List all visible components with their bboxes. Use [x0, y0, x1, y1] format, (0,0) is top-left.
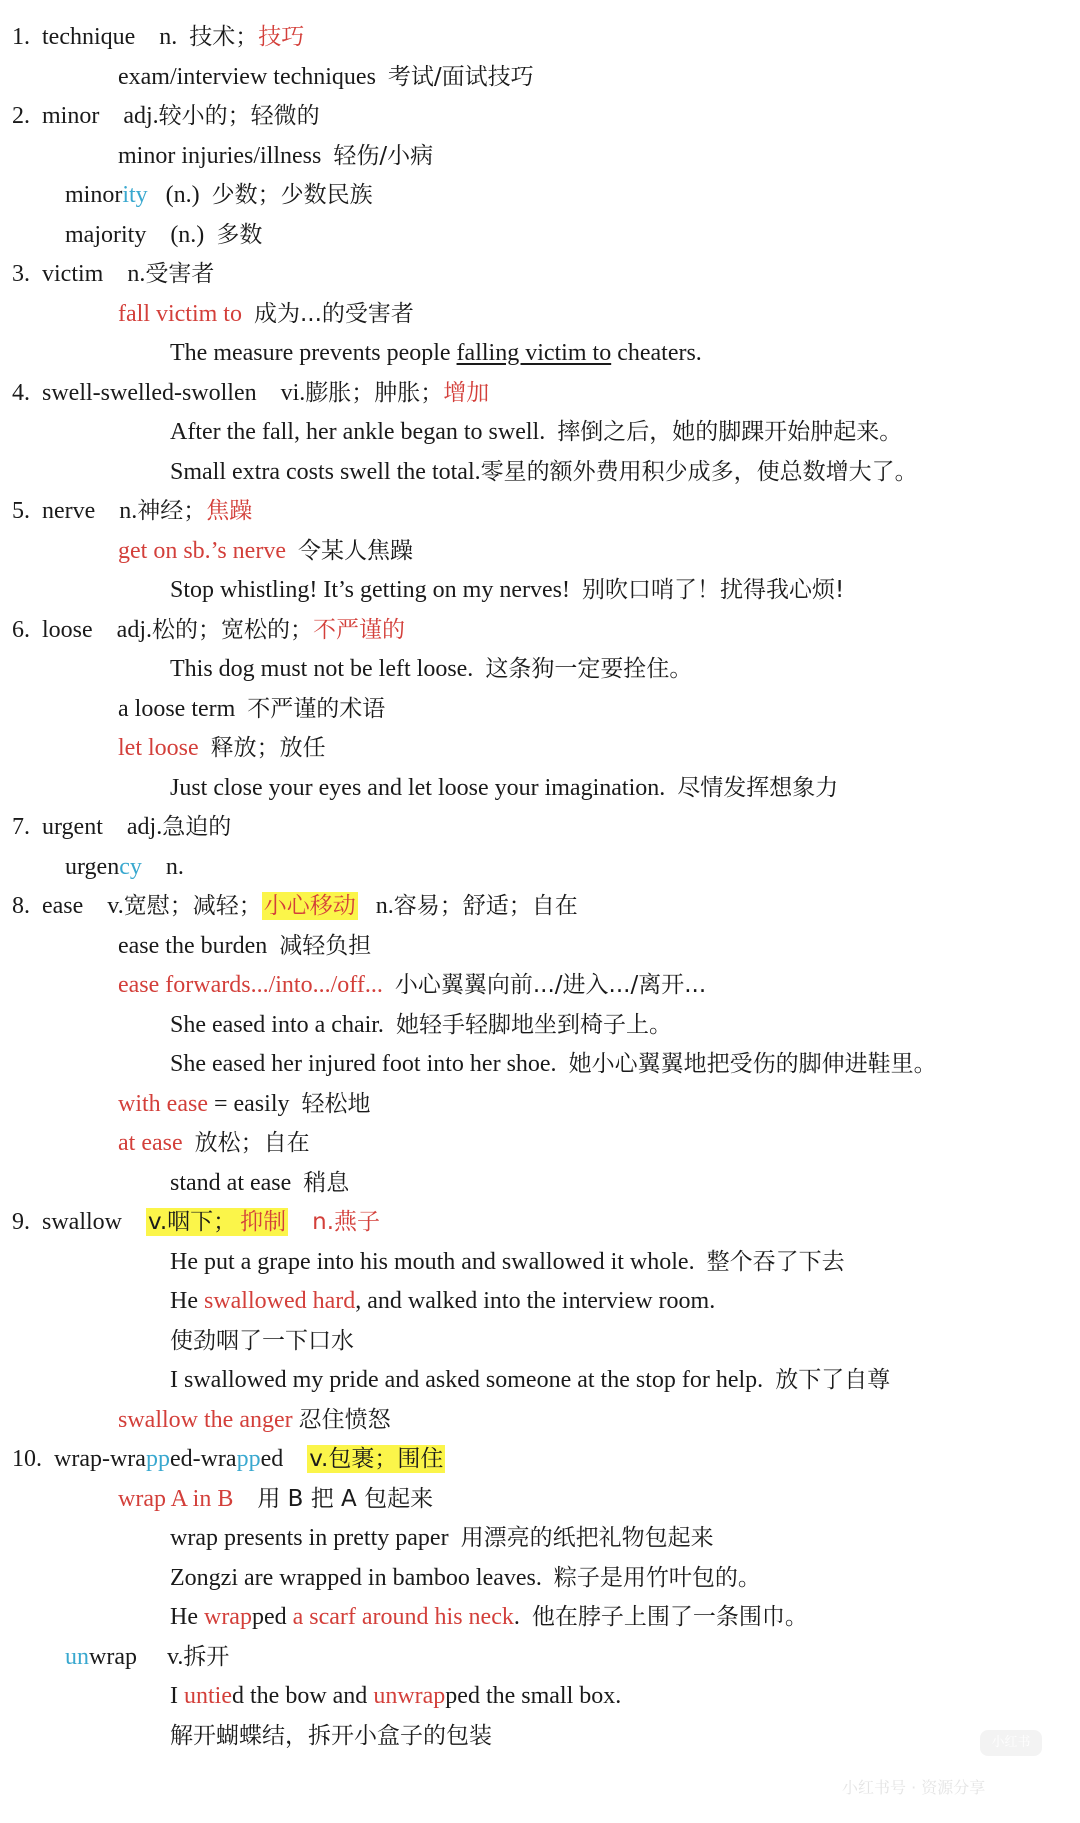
text-run: 6. loose adj. [12, 617, 152, 643]
entry-line [170, 1168, 349, 1198]
entry-line [118, 536, 413, 566]
text-run: 考试/面试技巧 [387, 64, 534, 90]
text-run [286, 538, 298, 564]
text-run: with ease [118, 1091, 208, 1117]
text-run: let loose [118, 735, 199, 761]
entry-line [170, 1563, 761, 1593]
text-run: 小心移动 [263, 893, 356, 919]
text-run: untie [184, 1683, 232, 1709]
text-run: 增加 [443, 380, 490, 406]
text-run: pp [145, 1446, 170, 1472]
entry-line [118, 970, 706, 1000]
text-run: 不严谨的 [312, 617, 405, 643]
entry-line [65, 180, 373, 210]
text-run: cy [119, 854, 142, 880]
entry-line [170, 1247, 845, 1277]
text-run: wrap [203, 1604, 252, 1630]
text-run: 整个吞了下去 [706, 1249, 845, 1275]
text-run: v.咽下； [148, 1209, 237, 1235]
entry-line [170, 457, 918, 487]
entry-line [170, 1326, 354, 1356]
entry-line [118, 931, 371, 961]
text-run: urgen [65, 854, 120, 880]
text-run [288, 1209, 312, 1235]
text-run [183, 1130, 195, 1156]
text-run [199, 735, 211, 761]
text-run: v.包裹；围住 [309, 1446, 444, 1472]
text-run: 不严谨的术语 [247, 696, 386, 722]
entry-line [118, 733, 326, 763]
entry-line [170, 575, 844, 605]
text-run: She eased her injured foot into her shoe. [170, 1051, 569, 1077]
text-run: stand at ease [170, 1170, 304, 1196]
entry-heading [12, 812, 231, 842]
text-run: falling victim to [456, 340, 612, 366]
text-run: 她轻手轻脚地坐到椅子上。 [395, 1012, 672, 1038]
text-run: ed [260, 1446, 308, 1472]
entry-heading [12, 496, 252, 526]
text-run: The measure prevents people [170, 340, 457, 366]
text-run: 10. wrap-wra [12, 1446, 146, 1472]
text-run: get on sb.’s nerve [118, 538, 286, 564]
text-run: unwrap [373, 1683, 446, 1709]
text-run: 宽慰；减轻； [123, 893, 262, 919]
text-run: He put a grape into his mouth and swallowed it whole. [170, 1249, 707, 1275]
text-run: wrap presents in pretty paper [170, 1525, 461, 1551]
text-run: She eased into a chair. [170, 1012, 396, 1038]
text-run: Stop whistling! It’s getting on my nerves! [170, 577, 582, 603]
text-run: Small extra costs swell the total. [170, 459, 481, 485]
text-run: swallow the anger [118, 1407, 293, 1433]
text-run: 减轻负担 [279, 933, 372, 959]
entry-line [170, 338, 702, 368]
text-run: n.燕子 [312, 1209, 381, 1235]
entry-heading [12, 22, 304, 52]
text-run: 松的；宽松的； [151, 617, 313, 643]
entry-heading [12, 259, 214, 289]
text-run: 抑制 [240, 1209, 287, 1235]
entry-line [170, 654, 692, 684]
text-run [242, 301, 254, 327]
text-run: 容易；舒适；自在 [393, 893, 578, 919]
text-run: 忍住愤怒 [298, 1407, 391, 1433]
text-run: 受害者 [145, 261, 215, 287]
text-run: 这条狗一定要拴住。 [485, 656, 693, 682]
text-run: After the fall, her ankle began to swell. [170, 419, 558, 445]
entry-line [170, 1010, 672, 1040]
entry-line [118, 1128, 310, 1158]
entry-line [118, 1484, 433, 1514]
entry-heading [12, 101, 320, 131]
text-run: 焦躁 [206, 498, 253, 524]
text-run: fall victim to [118, 301, 242, 327]
text-run: minor injuries/illness [118, 143, 334, 169]
text-run: 8. ease v. [12, 893, 124, 919]
text-run: Zongzi are wrapped in bamboo leaves. [170, 1565, 554, 1591]
entry-line [170, 1286, 715, 1316]
text-run: 他在脖子上围了一条围巾。 [531, 1604, 808, 1630]
entry-heading [12, 378, 489, 408]
entry-line [118, 1089, 370, 1119]
text-run: wrap v. [89, 1644, 184, 1670]
text-run: He [170, 1288, 204, 1314]
text-run: 零星的额外费用积少成多，使总数增大了。 [480, 459, 918, 485]
text-run: ped [251, 1604, 293, 1630]
text-run: a scarf around his neck [292, 1604, 514, 1630]
text-run: a loose term [118, 696, 248, 722]
text-run: ease the burden [118, 933, 280, 959]
entry-line [65, 852, 184, 882]
text-run: He [170, 1604, 204, 1630]
text-run: 稍息 [303, 1170, 350, 1196]
text-run: 1. technique n. [12, 24, 190, 50]
text-run: 4. swell-swelled-swollen vi. [12, 380, 306, 406]
text-run [383, 972, 395, 998]
text-run: (n.) [147, 182, 212, 208]
text-run: 尽情发挥想象力 [677, 775, 839, 801]
entry-line [170, 1365, 890, 1395]
entry-line [65, 1642, 229, 1672]
text-run: 令某人焦躁 [297, 538, 413, 564]
text-run: exam/interview techniques [118, 64, 388, 90]
text-run: 拆开 [183, 1644, 230, 1670]
text-run: 少数；少数民族 [211, 182, 373, 208]
text-run: un [65, 1644, 89, 1670]
text-run: 7. urgent adj. [12, 814, 163, 840]
entry-heading [12, 1207, 380, 1237]
text-run: = easily [207, 1091, 302, 1117]
text-run: swallowed hard [203, 1288, 356, 1314]
text-run: Just close your eyes and let loose your imagination. [170, 775, 678, 801]
text-run: minor [65, 182, 123, 208]
entry-line [118, 299, 414, 329]
text-run: ease forwards.../into.../off... [118, 972, 383, 998]
text-run: 2. minor adj. [12, 103, 159, 129]
entry-line [170, 1049, 937, 1079]
text-run [233, 1486, 257, 1512]
text-run: I [170, 1683, 184, 1709]
text-run: 9. swallow [12, 1209, 146, 1235]
text-run: 技术； [189, 24, 259, 50]
text-run: cheaters. [611, 340, 702, 366]
text-run: 使劲咽了一下口水 [170, 1328, 354, 1354]
text-run: d the bow and [232, 1683, 374, 1709]
text-run: 摔倒之后，她的脚踝开始肿起来。 [557, 419, 903, 445]
text-run: 放下了自尊 [775, 1367, 891, 1393]
entry-line [170, 1602, 808, 1632]
text-run: 释放；放任 [210, 735, 326, 761]
entry-heading [12, 615, 405, 645]
entry-line [170, 1523, 714, 1553]
text-run: 膨胀；肿胀； [305, 380, 444, 406]
entry-heading [12, 891, 578, 921]
entry-line [118, 1405, 391, 1435]
text-run: 用漂亮的纸把礼物包起来 [460, 1525, 714, 1551]
text-run: I swallowed my pride and asked someone at the stop for help. [170, 1367, 776, 1393]
text-run: ed-wra [169, 1446, 237, 1472]
text-run: 3. victim n. [12, 261, 146, 287]
entry-heading [12, 1444, 445, 1474]
text-run: 小心翼翼向前.../进入.../离开... [394, 972, 707, 998]
text-run: 急迫的 [162, 814, 232, 840]
text-run: 较小的；轻微的 [158, 103, 320, 129]
entry-line [170, 1681, 621, 1711]
text-run: 神经； [137, 498, 207, 524]
entry-line [170, 417, 902, 447]
watermark-logo: 小红书 [980, 1730, 1042, 1756]
text-run: This dog must not be left loose. [170, 656, 486, 682]
watermark-text: 小红书号 · 资源分享 [842, 1778, 986, 1797]
entry-line [118, 62, 534, 92]
entry-line [118, 141, 433, 171]
text-run: 别吹口哨了！扰得我心烦! [581, 577, 845, 603]
text-run: 轻伤/小病 [333, 143, 434, 169]
text-run: 用 B 把 A 包起来 [257, 1486, 434, 1512]
text-run: at ease [118, 1130, 183, 1156]
text-run: n. [357, 893, 394, 919]
text-run: 轻松地 [301, 1091, 371, 1117]
entry-line [65, 220, 262, 250]
entry-line [118, 694, 385, 724]
text-run: , and walked into the interview room. [355, 1288, 716, 1314]
entry-line [170, 773, 838, 803]
text-run: 粽子是用竹叶包的。 [553, 1565, 761, 1591]
entry-line [170, 1721, 492, 1751]
text-run: ped the small box. [445, 1683, 622, 1709]
text-run: 成为...的受害者 [253, 301, 414, 327]
text-run: majority (n.) [65, 222, 217, 248]
text-run: 她小心翼翼地把受伤的脚伸进鞋里。 [568, 1051, 937, 1077]
text-run: . [513, 1604, 532, 1630]
text-run: 技巧 [258, 24, 305, 50]
text-run: n. [141, 854, 184, 880]
text-run: wrap A in B [118, 1486, 234, 1512]
text-run: 5. nerve n. [12, 498, 138, 524]
text-run: ity [122, 182, 148, 208]
text-run: 多数 [216, 222, 263, 248]
text-run: pp [236, 1446, 261, 1472]
text-run: 解开蝴蝶结，拆开小盒子的包装 [170, 1723, 492, 1749]
text-run: 放松；自在 [194, 1130, 310, 1156]
